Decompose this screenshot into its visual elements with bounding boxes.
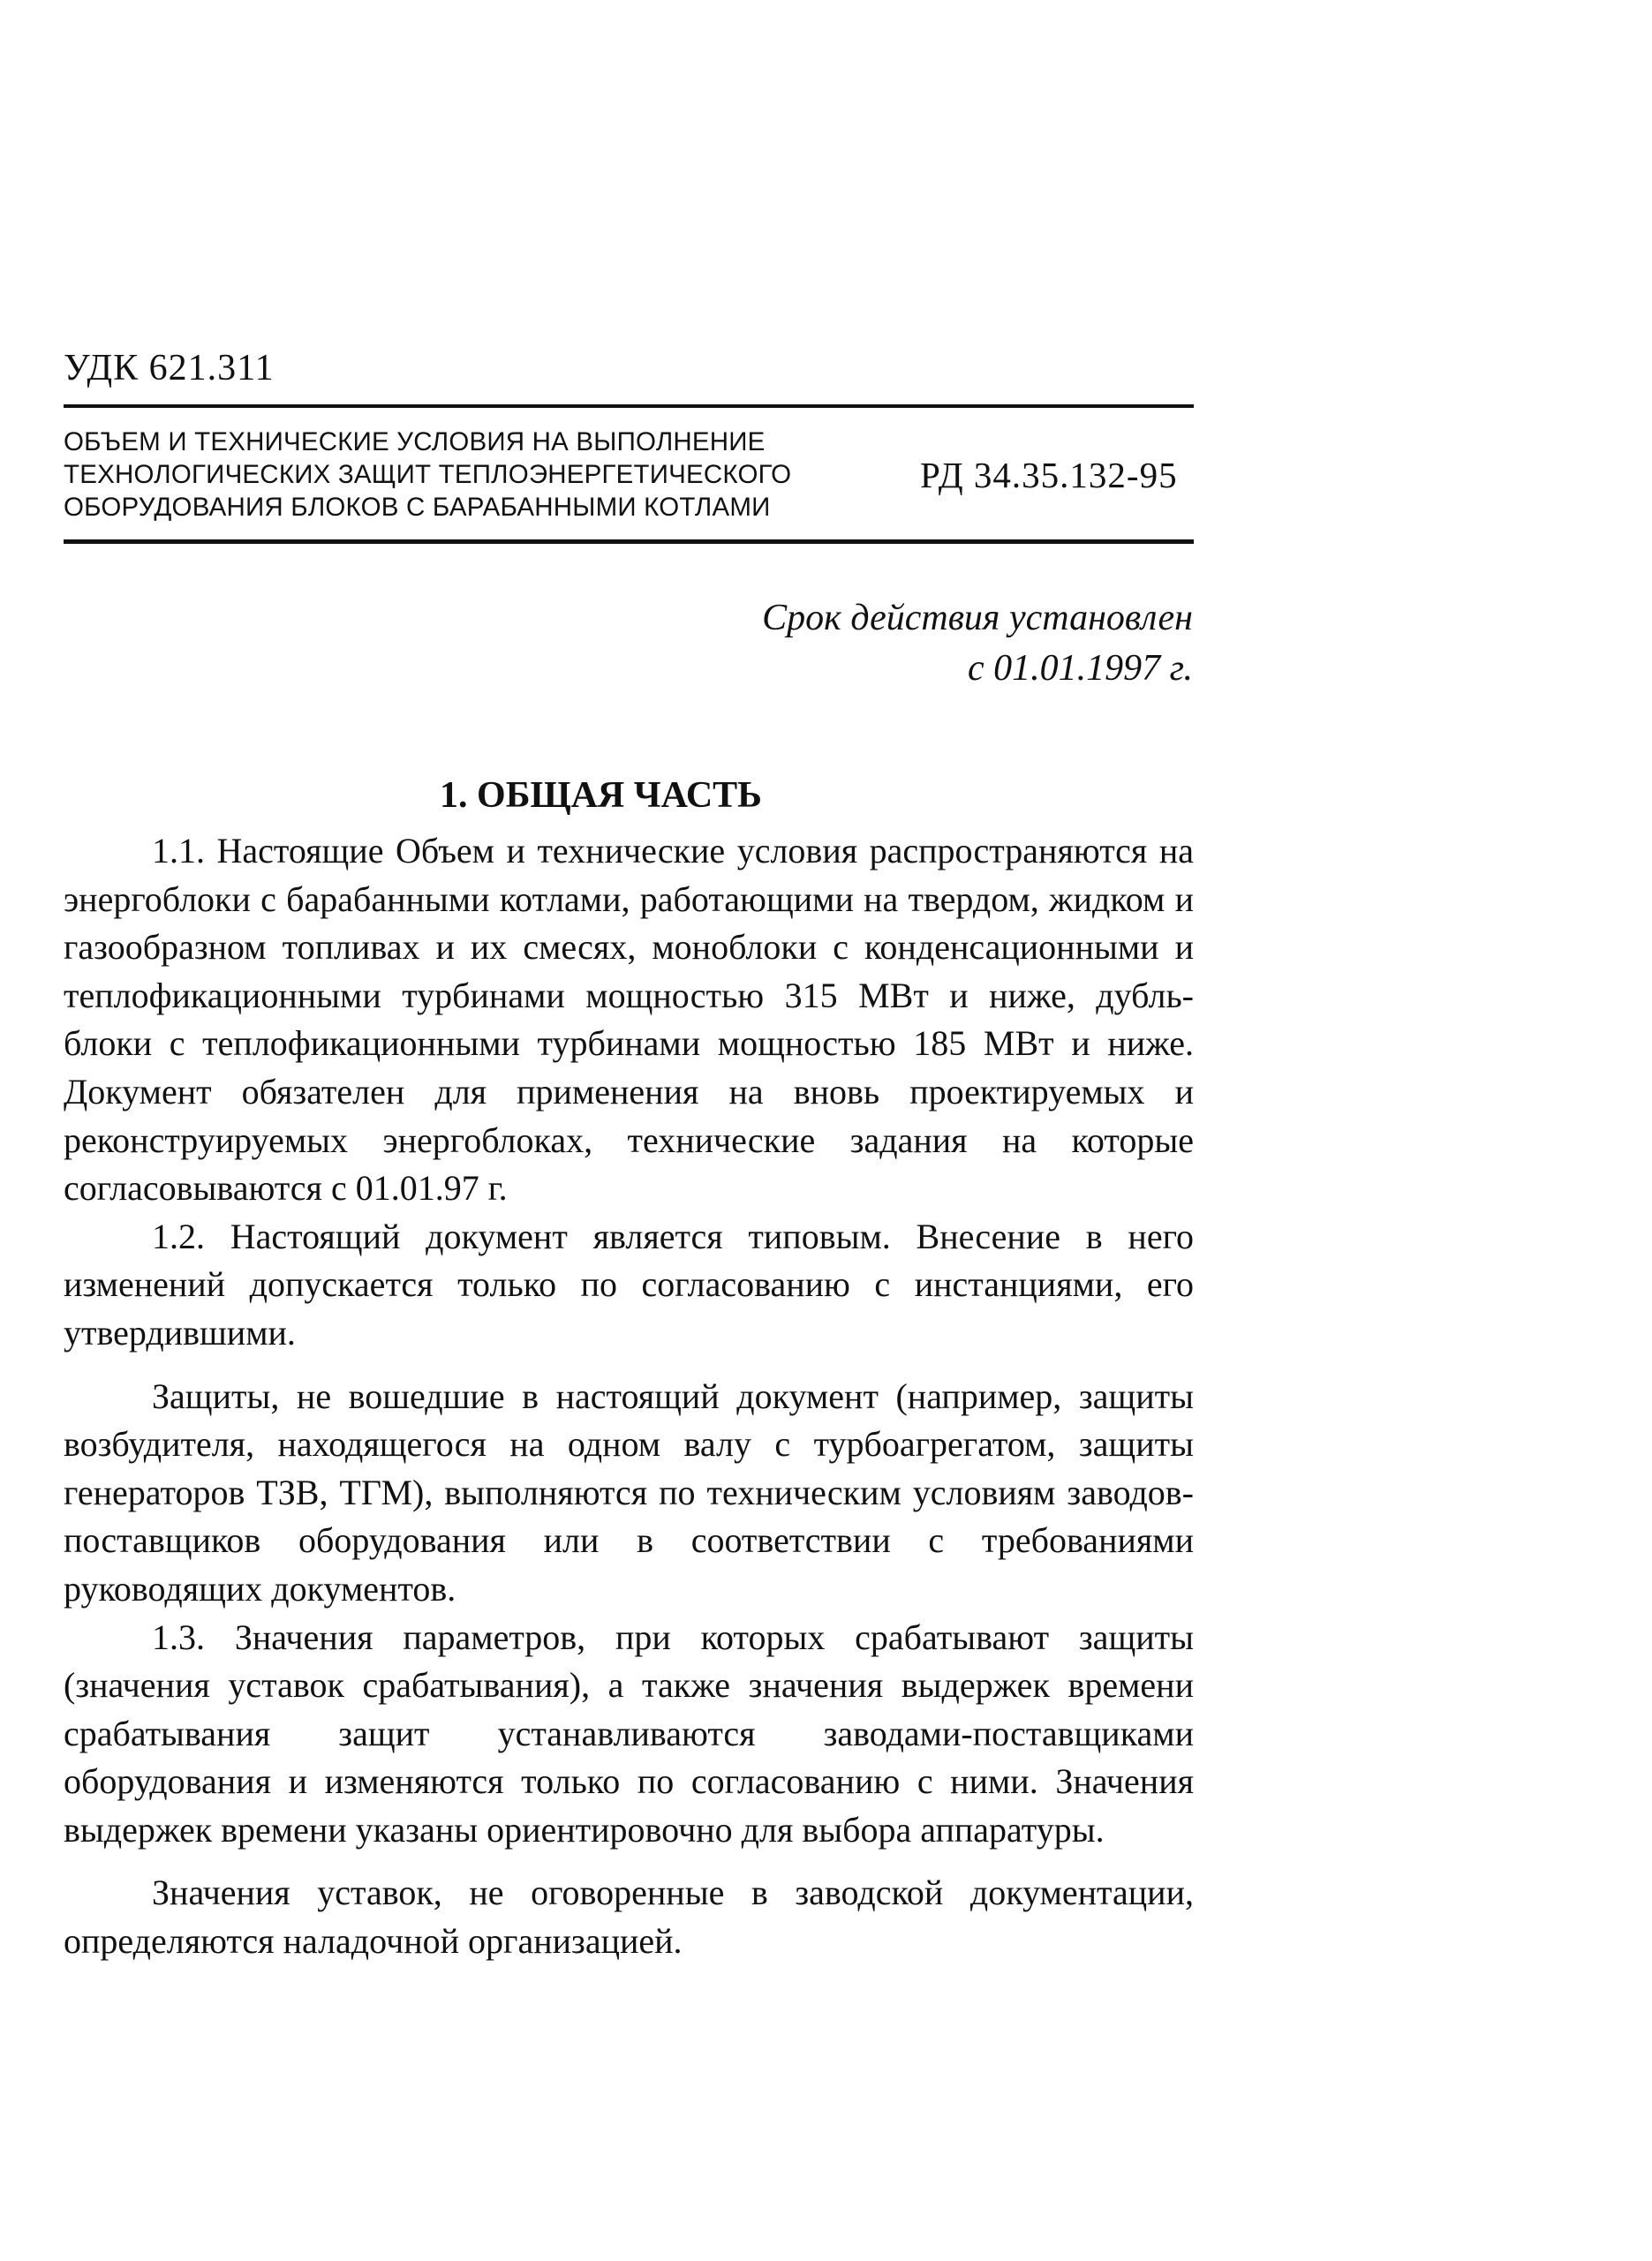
paragraph-exclusions: Защиты, не вошедшие в настоящий документ (например, защиты возбудителя, находящегося на одном валу с турбоагрегатом, защиты генераторов ТЗВ, ТГМ), выполняются по техническим условиям заводов-поставщиков оборудования или в соответствии с требованиями руководящих документов. bbox=[64, 1375, 1194, 1609]
section-body bbox=[64, 827, 1194, 1966]
validity-line: Срок действия установлен bbox=[762, 598, 1193, 638]
document-number: РД 34.35.132-95 bbox=[920, 455, 1178, 495]
title-line: ОБОРУДОВАНИЯ БЛОКОВ С БАРАБАННЫМИ КОТЛАМИ bbox=[64, 493, 771, 522]
title-line: ТЕХНОЛОГИЧЕСКИХ ЗАЩИТ ТЕПЛОЭНЕРГЕТИЧЕСКОГО bbox=[64, 460, 792, 489]
section-heading: 1. ОБЩАЯ ЧАСТЬ bbox=[440, 775, 762, 816]
validity-note bbox=[762, 593, 1193, 694]
paragraph-1-2: 1.2. Настоящий документ является типовым. Внесение в него изменений допускается только по согласованию с инстанциями, его утвердившими. bbox=[64, 1216, 1194, 1353]
udk-code: УДК 621.311 bbox=[64, 348, 275, 388]
paragraph-settings: Значения уставок, не оговоренные в заводской документации, определяются наладочной организацией. bbox=[64, 1873, 1194, 1962]
validity-date: с 01.01.1997 г. bbox=[968, 648, 1193, 689]
header-top-rule bbox=[64, 404, 1194, 408]
paragraph-1-3: 1.3. Значения параметров, при которых срабатывают защиты (значения уставок срабатывания), а также значения выдержек времени срабатывания защит устанавливаются заводами-поставщиками оборудования и изменяются только по согласованию с ними. Значения выдержек времени указаны ориентировочно для выбора аппаратуры. bbox=[64, 1617, 1194, 1850]
document-title bbox=[64, 426, 858, 524]
paragraph-1-1: 1.1. Настоящие Объем и технические условия распространяются на энергоблоки с барабанными котлами, работающими на твердом, жидком и газообразном топливах и их смесях, моноблоки с конденсационными и теплофикационными турбинами мощностью 315 МВт и ниже, дубль-блоки с теплофикационными турбинами мощностью 185 МВт и ниже. Документ обязателен для применения на вновь проектируемых и реконструируемых энергоблоках, технические задания на которые согласовываются с 01.01.97 г. bbox=[64, 831, 1194, 1209]
title-line: ОБЪЕМ И ТЕХНИЧЕСКИЕ УСЛОВИЯ НА ВЫПОЛНЕНИЕ bbox=[64, 427, 766, 456]
header-bottom-rule bbox=[64, 539, 1194, 544]
